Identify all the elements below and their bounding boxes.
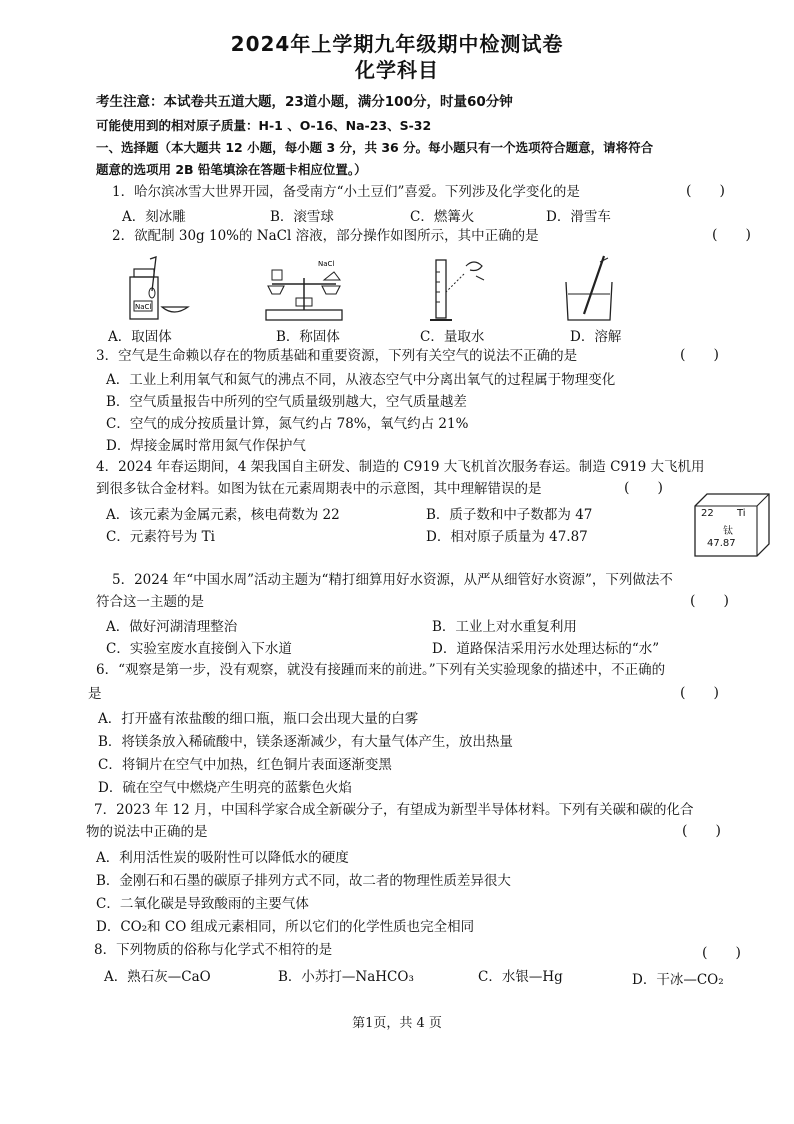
answer-bracket: ( ): [702, 945, 741, 961]
q5-option-c: C．实验室废水直接倒入下水道: [106, 641, 292, 657]
question-8-stem: 8．下列物质的俗称与化学式不相符的是: [94, 942, 333, 958]
q8-option-a: A．熟石灰—CaO: [104, 969, 211, 985]
question-7-stem-line2: 物的说法中正确的是: [86, 824, 208, 840]
section-heading-line1: 一、选择题（本大题共 12 小题，每小题 3 分，共 36 分。每小题只有一个选项符合题意，请将符合: [96, 140, 654, 155]
answer-bracket: ( ): [712, 227, 751, 243]
q5-option-b: B．工业上对水重复利用: [432, 619, 577, 635]
q3-option-b: B．空气质量报告中所列的空气质量级别越大，空气质量越差: [106, 394, 467, 410]
q7-option-a: A．利用活性炭的吸附性可以降低水的硬度: [96, 850, 349, 866]
q2-option-b: B．称固体: [276, 329, 340, 345]
q1-option-c: C．燃篝火: [410, 209, 475, 225]
answer-bracket: ( ): [680, 347, 719, 363]
q4-option-b: B．质子数和中子数都为 47: [426, 507, 593, 523]
question-4-stem-line1: 4．2024 年春运期间，4 架我国自主研发、制造的 C919 大飞机首次服务春运。制造 C919 大飞机用: [96, 459, 705, 475]
question-4-stem-line2: 到很多钛合金材料。如图为钛在元素周期表中的示意图，其中理解错误的是: [96, 481, 542, 497]
question-7-stem-line1: 7．2023 年 12 月，中国科学家合成全新碳分子，有望成为新型半导体材料。下列有关碳和碳的化合: [94, 802, 694, 818]
q6-option-d: D．硫在空气中燃烧产生明亮的蓝紫色火焰: [98, 780, 352, 796]
q2-option-a: A．取固体: [108, 329, 172, 345]
nacl-scale-label: NaCl: [318, 260, 335, 268]
take-solid-figure: [122, 255, 194, 325]
question-5-stem-line1: 5．2024 年“中国水周”活动主题为“精打细算用好水资源，从严从细管好水资源”，下列做法不: [112, 572, 673, 588]
atomic-masses: 可能使用到的相对原子质量：H-1 、O-16、Na-23、S-32: [96, 118, 432, 133]
q7-option-d: D．CO₂和 CO 组成元素相同，所以它们的化学性质也完全相同: [96, 919, 475, 935]
answer-bracket: ( ): [682, 823, 721, 839]
weigh-solid-figure: [262, 258, 348, 328]
element-symbol: Ti: [737, 508, 746, 519]
q2-option-c: C．量取水: [420, 329, 485, 345]
dissolve-figure: [560, 252, 624, 328]
titanium-element-card: [693, 492, 765, 552]
section-heading-line2: 题意的选项用 2B 铅笔填涂在答题卡相应位置。）: [96, 162, 367, 177]
answer-bracket: ( ): [680, 685, 719, 701]
nacl-bottle-label: NaCl: [135, 303, 152, 311]
q1-option-a: A．刻冰雕: [122, 209, 186, 225]
q6-option-c: C．将铜片在空气中加热，红色铜片表面逐渐变黑: [98, 757, 392, 773]
q3-option-a: A．工业上利用氧气和氮气的沸点不同，从液态空气中分离出氧气的过程属于物理变化: [106, 372, 616, 388]
element-name: 钛: [723, 526, 733, 537]
q7-option-b: B．金刚石和石墨的碳原子排列方式不同，故二者的物理性质差异很大: [96, 873, 511, 889]
q5-option-a: A．做好河湖清理整治: [106, 619, 238, 635]
q8-option-d: D．干冰—CO₂: [632, 972, 724, 988]
measure-water-figure: [426, 252, 496, 328]
q3-option-d: D．焊接金属时常用氮气作保护气: [106, 438, 306, 454]
q6-option-b: B．将镁条放入稀硫酸中，镁条逐渐减少，有大量气体产生，放出热量: [98, 734, 513, 750]
answer-bracket: ( ): [686, 183, 725, 199]
exam-title: 2024年上学期九年级期中检测试卷: [230, 32, 564, 56]
q8-option-c: C．水银—Hg: [478, 969, 563, 985]
q3-option-c: C．空气的成分按质量计算，氮气约占 78%，氧气约占 21%: [106, 416, 469, 432]
atomic-number: 22: [701, 508, 714, 519]
q4-option-a: A．该元素为金属元素，核电荷数为 22: [106, 507, 340, 523]
q2-option-d: D．溶解: [570, 329, 622, 345]
page-footer: 第1页，共 4 页: [352, 1016, 442, 1031]
question-5-stem-line2: 符合这一主题的是: [96, 594, 204, 610]
q8-option-b: B．小苏打—NaHCO₃: [278, 969, 414, 985]
exam-notice: 考生注意：本试卷共五道大题，23道小题，满分100分，时量60分钟: [96, 94, 513, 110]
q5-option-d: D．道路保洁采用污水处理达标的“水”: [432, 641, 660, 657]
question-2-stem: 2．欲配制 30g 10%的 NaCl 溶液，部分操作如图所示，其中正确的是: [112, 228, 539, 244]
answer-bracket: ( ): [624, 480, 663, 496]
question-6-stem-line1: 6．“观察是第一步，没有观察，就没有接踵而来的前进。”下列有关实验现象的描述中，不正确的: [96, 662, 666, 678]
atomic-mass: 47.87: [707, 538, 736, 549]
exam-subject: 化学科目: [355, 58, 439, 82]
q1-option-b: B．滚雪球: [270, 209, 334, 225]
question-6-stem-line2: 是: [88, 686, 102, 702]
q7-option-c: C．二氧化碳是导致酸雨的主要气体: [96, 896, 309, 912]
q4-option-c: C．元素符号为 Ti: [106, 529, 215, 545]
q6-option-a: A．打开盛有浓盐酸的细口瓶，瓶口会出现大量的白雾: [98, 711, 419, 727]
q4-option-d: D．相对原子质量为 47.87: [426, 529, 588, 545]
answer-bracket: ( ): [690, 593, 729, 609]
question-1-stem: 1．哈尔滨冰雪大世界开园，备受南方“小土豆们”喜爱。下列涉及化学变化的是: [112, 184, 580, 200]
q1-option-d: D．滑雪车: [546, 209, 611, 225]
question-3-stem: 3．空气是生命赖以存在的物质基础和重要资源，下列有关空气的说法不正确的是: [96, 348, 578, 364]
